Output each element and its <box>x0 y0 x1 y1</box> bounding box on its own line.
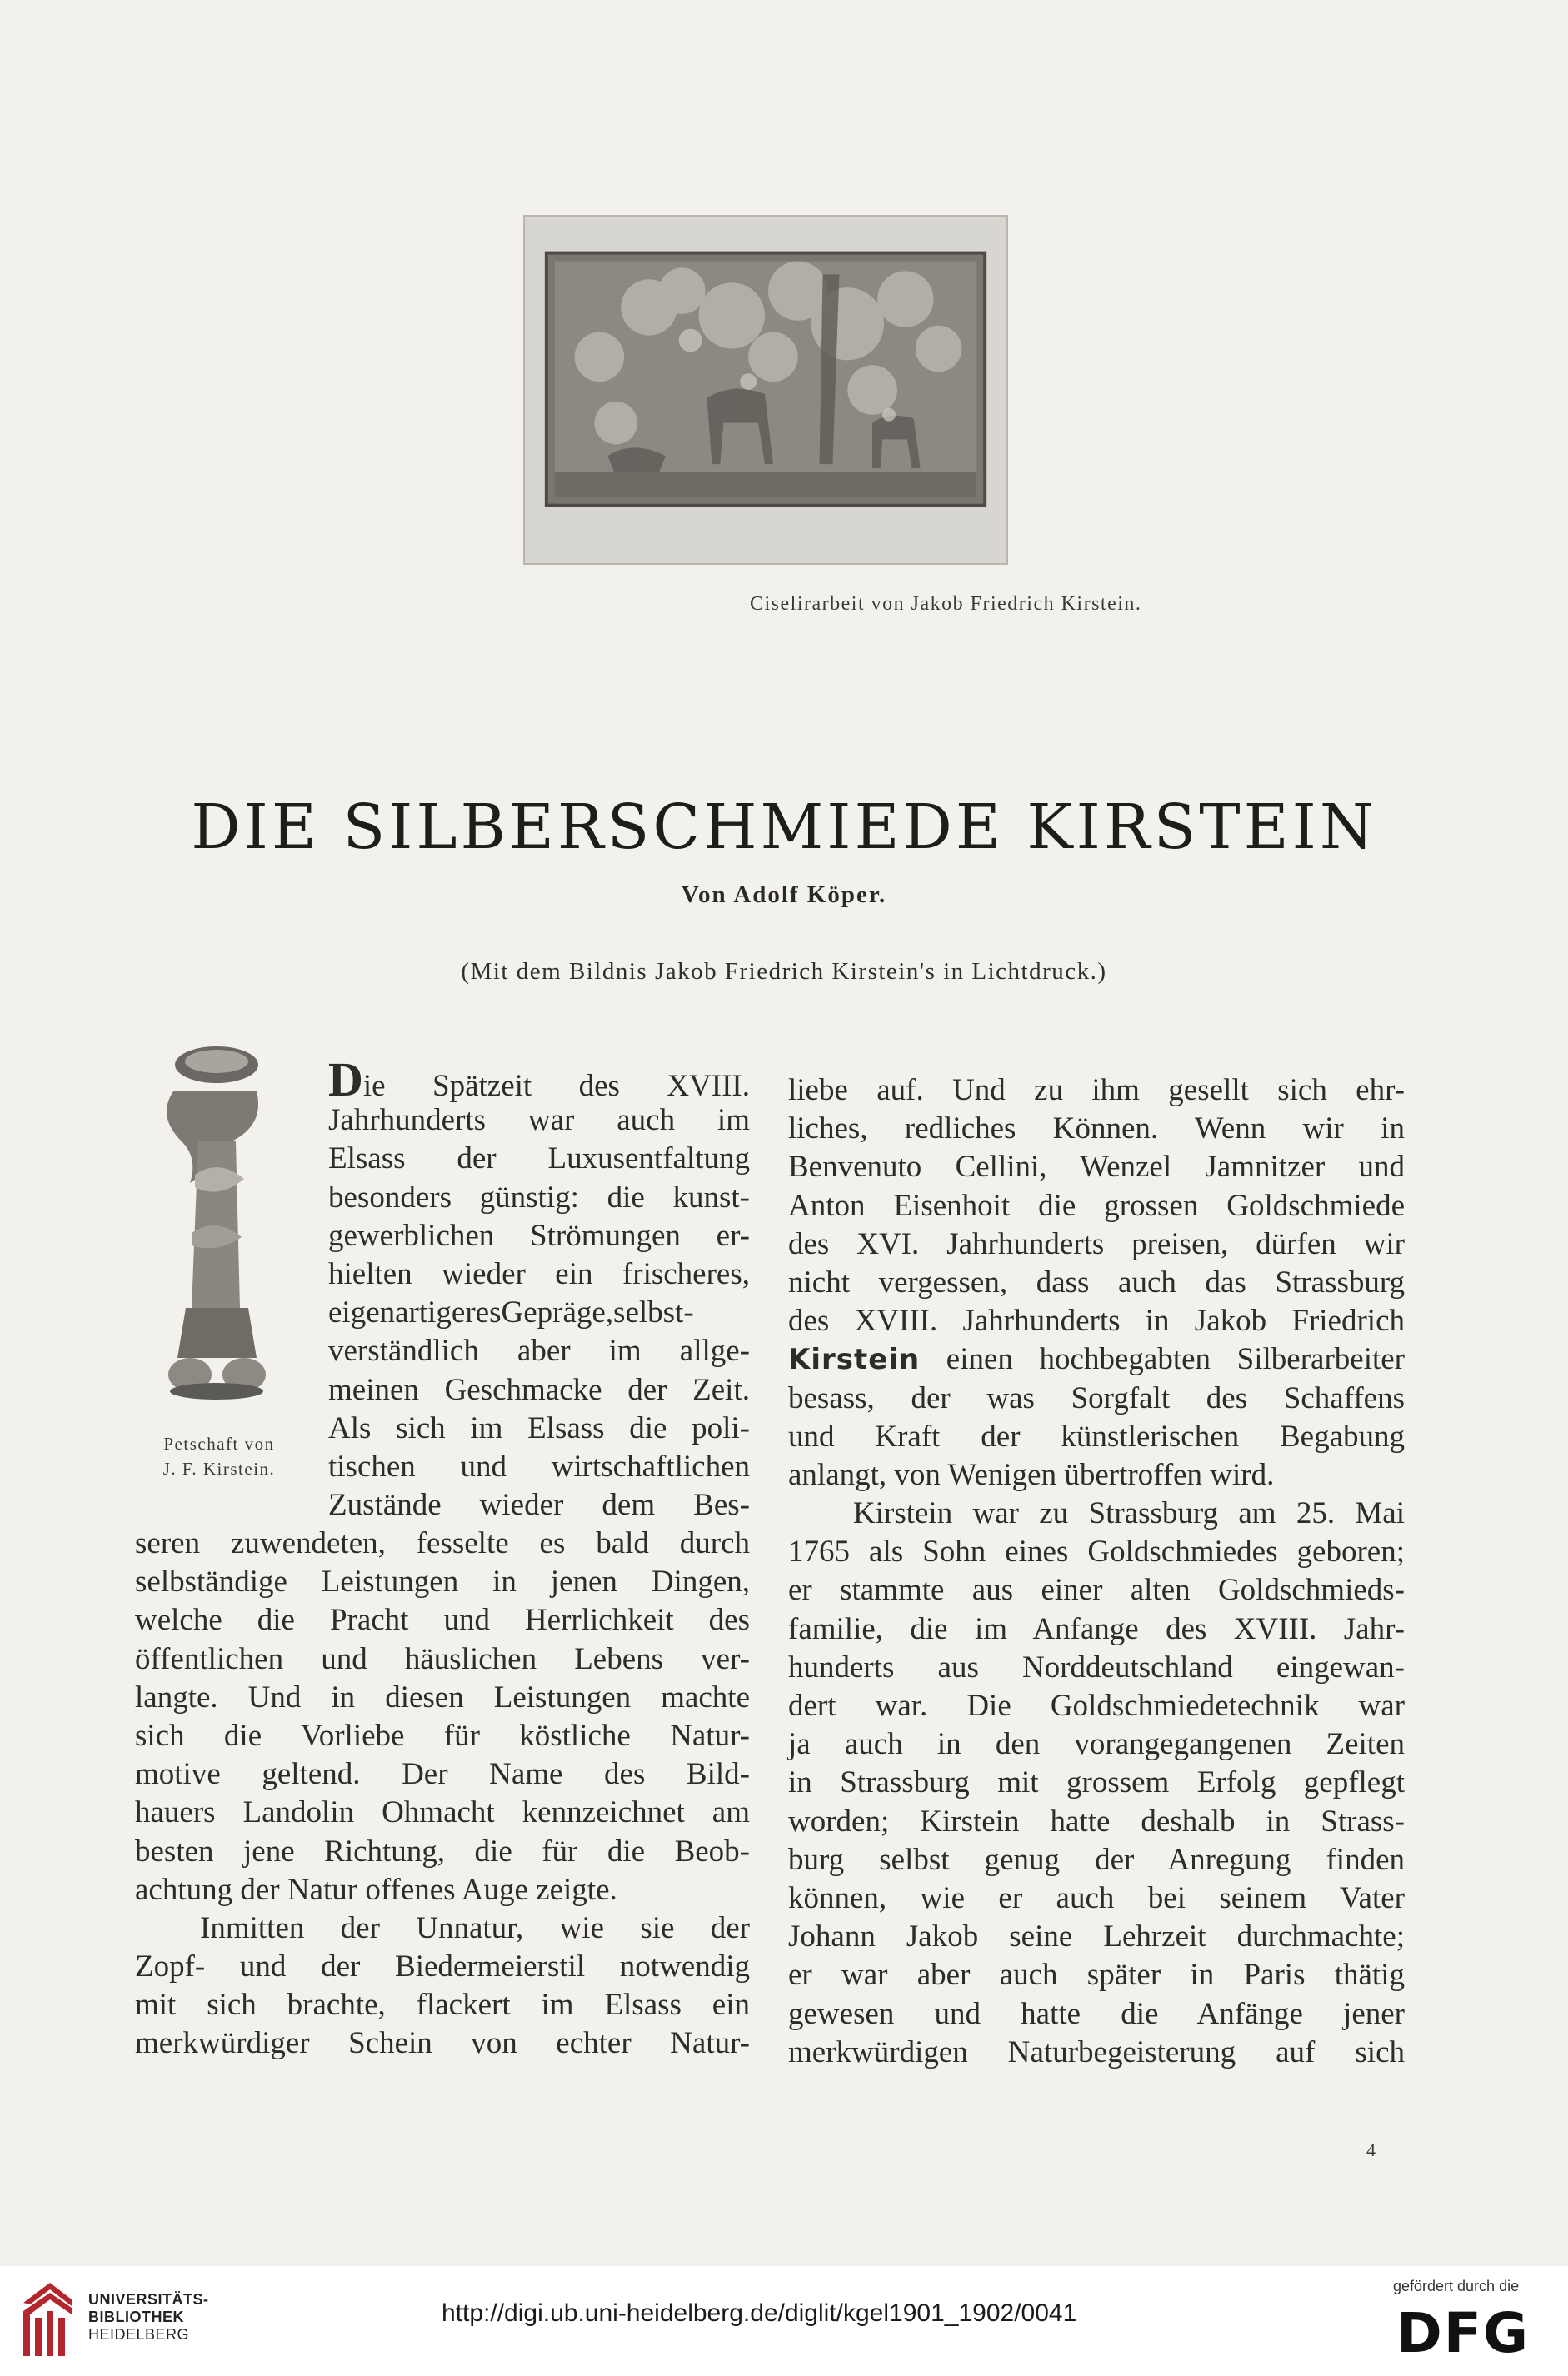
text-line: verständlich aber im allge- <box>328 1334 750 1369</box>
seal-caption-line: J. F. Kirstein. <box>162 1459 276 1479</box>
text-line: besass, der was Sorgfalt des Schaffens <box>788 1380 1405 1415</box>
text-line: des XVI. Jahrhunderts preisen, dürfen wir <box>788 1226 1405 1261</box>
left-column-top <box>328 1052 750 1525</box>
text-line: nicht vergessen, dass auch das Strassburg <box>788 1265 1405 1300</box>
text-line: Inmitten der Unnatur, wie sie der <box>200 1910 750 1945</box>
text-line: mit sich brachte, flackert im Elsass ein <box>135 1988 750 2023</box>
text-line: und Kraft der künstlerischen Begabung <box>788 1419 1405 1454</box>
text-line: liebe auf. Und zu ihm gesellt sich ehr- <box>788 1073 1405 1107</box>
university-library-name: UNIVERSITÄTS- BIBLIOTHEK HEIDELBERG <box>88 2291 209 2343</box>
article-title: DIE SILBERSCHMIEDE KIRSTEIN <box>191 791 1377 863</box>
funded-by-label: gefördert durch die <box>1393 2278 1520 2294</box>
text-line: besonders günstig: die kunst- <box>328 1180 750 1215</box>
text-line: achtung der Natur offenes Auge zeigte. <box>135 1872 617 1907</box>
text-line: hauers Landolin Ohmacht kennzeichnet am <box>135 1795 750 1830</box>
drop-cap: D <box>328 1052 363 1106</box>
left-column-bottom <box>135 1525 750 2064</box>
seal-illustration <box>140 1033 294 1408</box>
footer-bar <box>0 2266 1568 2376</box>
university-library-logo[interactable] <box>17 2278 78 2361</box>
text-line: burg selbst genug der Anregung finden <box>788 1842 1405 1877</box>
text-line: hielten wieder ein frischeres, <box>328 1256 750 1291</box>
text-line: motive geltend. Der Name des Bild- <box>135 1757 750 1792</box>
text-line: öffentlichen und häuslichen Lebens ver- <box>135 1641 750 1676</box>
relief-caption: Ciselirarbeit von Jakob Friedrich Kirstein. <box>750 593 1142 615</box>
text-line: tischen und wirtschaftlichen <box>328 1449 750 1484</box>
text-line: anlangt, von Wenigen übertroffen wird. <box>788 1457 1275 1492</box>
text-line: dert war. Die Goldschmiedetechnik war <box>788 1689 1405 1723</box>
text-line: er stammte aus einer alten Goldschmieds- <box>788 1573 1405 1608</box>
permalink-url[interactable]: http://digi.ub.uni-heidelberg.de/diglit/kgel1901_1902/0041 <box>442 2299 1077 2327</box>
text-line: Zustände wieder dem Bes- <box>328 1488 750 1523</box>
text-line: 1765 als Sohn eines Goldschmiedes geboren; <box>788 1535 1405 1570</box>
text-line: meinen Geschmacke der Zeit. <box>328 1372 750 1407</box>
text-line: gewerblichen Strömungen er- <box>328 1218 750 1253</box>
article-subtitle: (Mit dem Bildnis Jakob Friedrich Kirstein's in Lichtdruck.) <box>461 958 1107 985</box>
text-line: selbständige Leistungen in jenen Dingen, <box>135 1565 750 1600</box>
text-line: liches, redliches Können. Wenn wir in <box>788 1111 1405 1146</box>
text-line: ja auch in den vorangegangenen Zeiten <box>788 1727 1405 1762</box>
text-line: Als sich im Elsass die poli- <box>328 1410 750 1445</box>
text-line: in Strassburg mit grossem Erfolg gepflegt <box>788 1765 1405 1800</box>
text-line: eigenartigeresGepräge,selbst- <box>328 1295 694 1330</box>
text-line: merkwürdiger Schein von echter Natur- <box>135 2026 750 2061</box>
text-line: Johann Jakob seine Lehrzeit durchmachte; <box>788 1919 1405 1954</box>
relief-illustration <box>523 215 1008 565</box>
text-line: Elsass der Luxusentfaltung <box>328 1141 750 1176</box>
text-line: er war aber auch später in Paris thätig <box>788 1958 1405 1993</box>
text-line: Benvenuto Cellini, Wenzel Jamnitzer und <box>788 1150 1405 1185</box>
text-line: seren zuwendeten, fesselte es bald durch <box>135 1526 750 1560</box>
text-line: worden; Kirstein hatte deshalb in Strass- <box>788 1804 1405 1839</box>
text-line: Die Spätzeit des XVIII. <box>328 1052 750 1106</box>
text-line: familie, die im Anfange des XVIII. Jahr- <box>788 1611 1405 1646</box>
seal-caption <box>140 1431 298 1481</box>
text-line: sich die Vorliebe für köstliche Natur- <box>135 1718 750 1753</box>
text-line: können, wie er auch bei seinem Vater <box>788 1880 1405 1915</box>
right-column <box>788 1071 1405 2072</box>
text-line: Kirstein war zu Strassburg am 25. Mai <box>853 1496 1405 1531</box>
article-author: Von Adolf Köper. <box>681 881 887 908</box>
text-line: merkwürdigen Naturbegeisterung auf sich <box>788 2034 1405 2069</box>
text-line: besten jene Richtung, die für die Beob- <box>135 1834 750 1869</box>
text-line: hunderts aus Norddeutschland eingewan- <box>788 1650 1405 1685</box>
bold-name: Kirstein <box>788 1343 921 1377</box>
text-line: Jahrhunderts war auch im <box>328 1103 750 1138</box>
text-line: Kirstein einen hochbegabten Silberarbeiter <box>788 1342 1405 1377</box>
page-number: 4 <box>1366 2139 1376 2160</box>
text-line: welche die Pracht und Herrlichkeit des <box>135 1603 750 1638</box>
text-line: des XVIII. Jahrhunderts in Jakob Friedrich <box>788 1304 1405 1339</box>
text-line: gewesen und hatte die Anfänge jener <box>788 1996 1405 2031</box>
text-line: Zopf- und der Biedermeierstil notwendig <box>135 1949 750 1984</box>
dfg-logo[interactable]: DFG <box>1396 2301 1531 2365</box>
seal-caption-line: Petschaft von <box>163 1434 275 1454</box>
text-line: Anton Eisenhoit die grossen Goldschmiede <box>788 1188 1405 1223</box>
text-line: langte. Und in diesen Leistungen machte <box>135 1680 750 1715</box>
